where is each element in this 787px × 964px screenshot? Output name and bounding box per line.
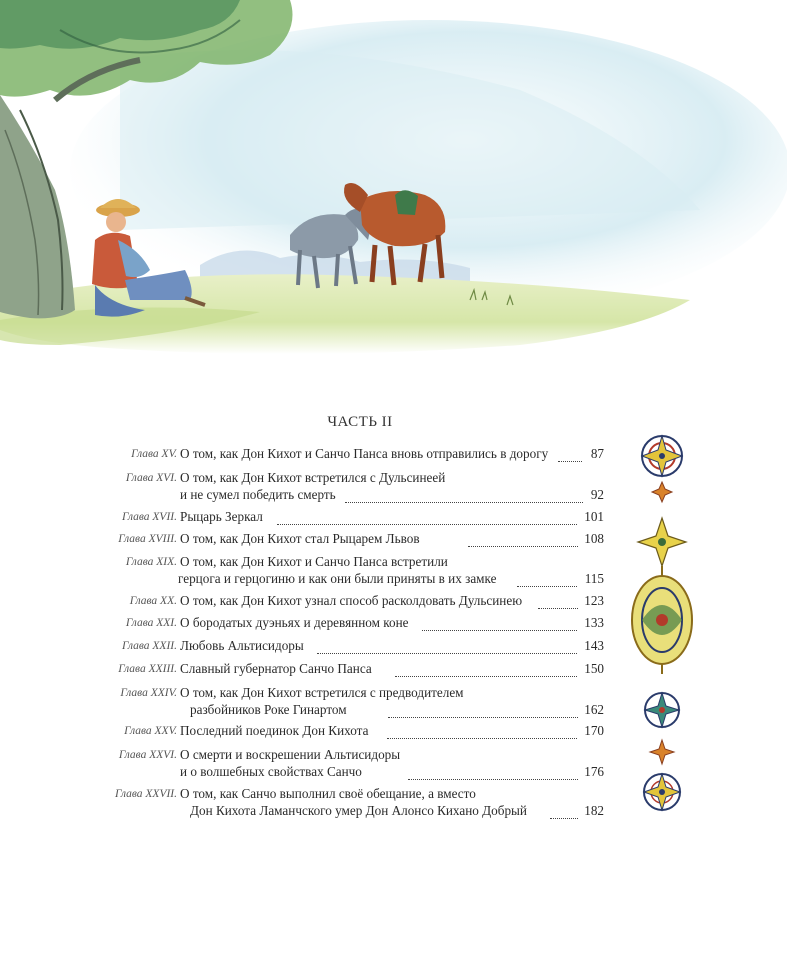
- leader-dots: [468, 536, 578, 547]
- chapter-title: О том, как Дон Кихот встретился с предводителем: [180, 685, 464, 700]
- chapter-title: О бородатых дуэньях и деревянном коне: [180, 615, 409, 630]
- chapter-title: Последний поединок Дон Кихота: [180, 723, 369, 738]
- chapter-title-cont: Дон Кихота Ламанчского умер Дон Алонсо Кихано Добрый: [190, 803, 527, 818]
- chapter-label: Глава XVIII.: [118, 533, 177, 545]
- chapter-label: Глава XX.: [129, 595, 177, 607]
- page-number: 143: [584, 638, 604, 653]
- leader-dots: [422, 620, 577, 631]
- leader-dots: [395, 666, 577, 677]
- chapter-title: О том, как Санчо выполнил своё обещание, а вместо: [180, 786, 476, 801]
- leader-dots: [558, 451, 582, 462]
- page-number: 133: [584, 615, 604, 630]
- chapter-title: О том, как Дон Кихот стал Рыцарем Львов: [180, 531, 420, 546]
- rosette-icon: [644, 774, 680, 810]
- page-number: 101: [584, 509, 604, 524]
- page-number: 182: [584, 803, 604, 818]
- chapter-title-cont: разбойников Роке Гинартом: [190, 702, 347, 717]
- leader-dots: [388, 707, 578, 718]
- rosette-icon: [642, 436, 682, 476]
- leader-dots: [550, 808, 578, 819]
- page-number: 87: [590, 446, 604, 461]
- leader-dots: [277, 514, 577, 525]
- chapter-title: О смерти и воскрешении Альтисидоры: [180, 747, 401, 762]
- chapter-title: Рыцарь Зеркал: [180, 509, 263, 524]
- chapter-label: Глава XXV.: [124, 725, 177, 737]
- leader-dots: [538, 598, 578, 609]
- chapter-label: Глава XXII.: [122, 640, 177, 652]
- chapter-title-cont: герцога и герцогиню и как они были приняты в их замке: [178, 571, 497, 586]
- star-ornament-icon: [638, 518, 686, 566]
- page-number: 162: [584, 702, 604, 717]
- chapter-title: О том, как Дон Кихот встретился с Дульсинеей: [180, 470, 446, 485]
- chapter-label: Глава XXVI.: [118, 749, 177, 761]
- chapter-label: Глава XXIII.: [118, 663, 177, 675]
- cross-ornament-icon: [650, 740, 674, 764]
- ornament-column: [628, 430, 696, 830]
- page-number: 115: [584, 571, 604, 586]
- chapter-label: Глава XVI.: [125, 472, 177, 484]
- chapter-title: О том, как Дон Кихот и Санчо Панса вновь отправились в дорогу: [180, 446, 549, 461]
- chapter-label: Глава XXIV.: [120, 687, 177, 699]
- medallion-ornament-icon: [632, 566, 692, 674]
- page-number: 170: [584, 723, 604, 738]
- page-number: 176: [584, 764, 604, 779]
- page-number: 150: [584, 661, 604, 676]
- chapter-label: Глава XVII.: [122, 511, 177, 523]
- rosette-icon: [645, 693, 679, 727]
- illustration-sancho-and-horses: [0, 0, 787, 380]
- chapter-title: О том, как Дон Кихот узнал способ расколдовать Дульсинею: [180, 593, 523, 608]
- cross-ornament-icon: [652, 482, 672, 502]
- chapter-label: Глава XXI.: [125, 617, 177, 629]
- leader-dots: [387, 728, 577, 739]
- chapter-title-cont: и о волшебных свойствах Санчо: [180, 764, 362, 779]
- leader-dots: [345, 492, 583, 503]
- part-title: ЧАСТЬ II: [327, 414, 393, 430]
- chapter-title: О том, как Дон Кихот и Санчо Панса встретили: [180, 554, 448, 569]
- chapter-label: Глава XV.: [131, 448, 177, 460]
- chapter-label: Глава XXVII.: [115, 788, 177, 800]
- page-number: 108: [584, 531, 604, 546]
- chapter-label: Глава XIX.: [125, 556, 177, 568]
- page-number: 123: [584, 593, 604, 608]
- chapter-title: Любовь Альтисидоры: [180, 638, 304, 653]
- chapter-title-cont: и не сумел победить смерть: [180, 487, 336, 502]
- leader-dots: [517, 576, 577, 587]
- leader-dots: [408, 769, 578, 780]
- chapter-title: Славный губернатор Санчо Панса: [180, 661, 372, 676]
- leader-dots: [317, 643, 577, 654]
- page-number: 92: [590, 487, 604, 502]
